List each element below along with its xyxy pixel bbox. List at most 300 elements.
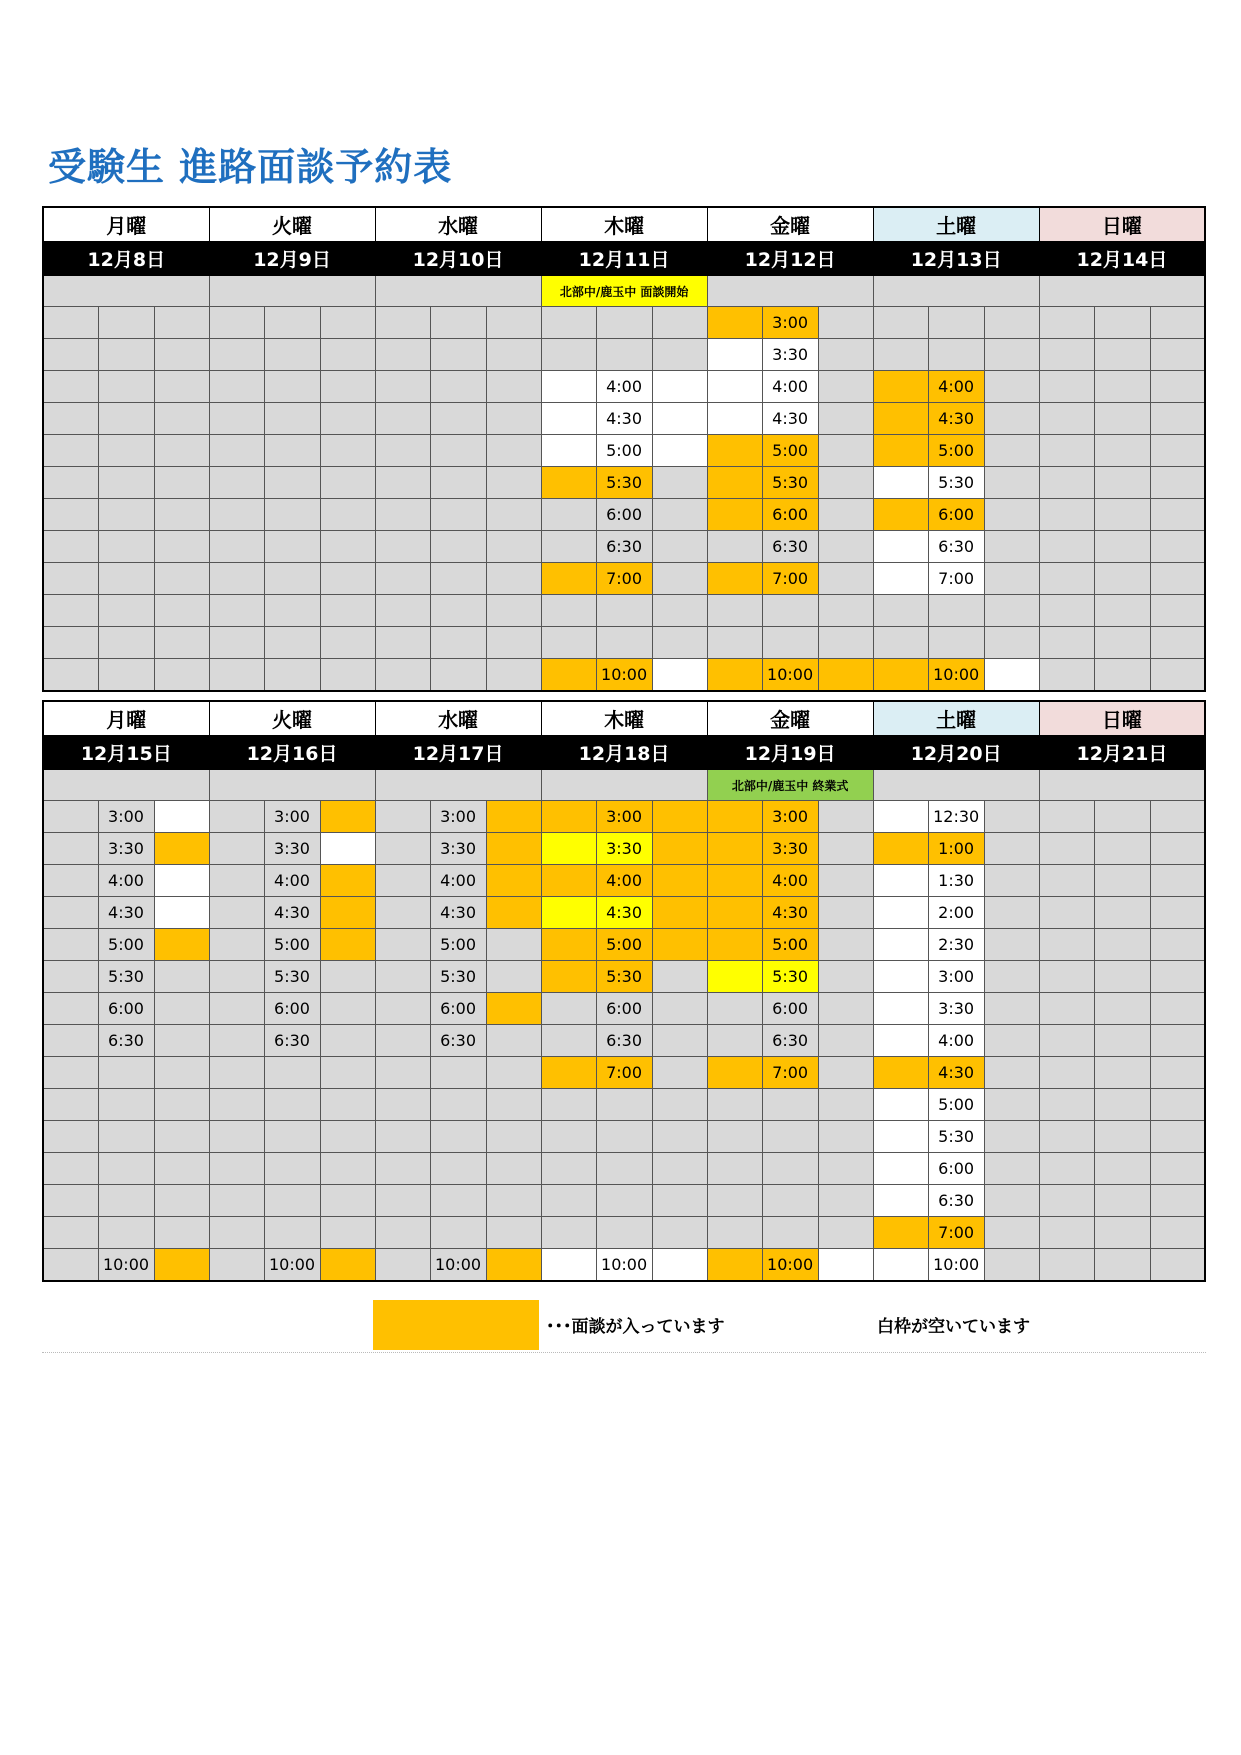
legend-empty-label: 白枠が空いています	[877, 1317, 1030, 1337]
time-slot	[596, 339, 652, 371]
time-slot[interactable]: 6:30	[98, 1025, 154, 1057]
slot-right	[320, 833, 375, 865]
slot-left	[873, 499, 928, 531]
time-slot[interactable]: 4:00	[762, 371, 818, 403]
slot-right	[818, 1217, 873, 1249]
slot-left	[375, 1025, 430, 1057]
slot-right	[320, 563, 375, 595]
date-header: 12月9日	[209, 242, 375, 276]
time-slot[interactable]: 3:30	[430, 833, 486, 865]
slot-left	[43, 961, 98, 993]
slot-right	[652, 833, 707, 865]
day-of-week-header: 金曜	[707, 701, 873, 736]
time-slot[interactable]: 6:30	[928, 1185, 984, 1217]
slot-left	[873, 1121, 928, 1153]
slot-right	[1150, 563, 1205, 595]
slot-right	[320, 499, 375, 531]
slot-left	[209, 403, 264, 435]
slot-right	[984, 1025, 1039, 1057]
time-slot[interactable]: 10:00	[430, 1249, 486, 1282]
time-slot[interactable]: 10:00	[98, 1249, 154, 1282]
slot-left	[1039, 1121, 1094, 1153]
time-slot[interactable]: 6:30	[596, 531, 652, 563]
time-slot	[98, 531, 154, 563]
time-slot[interactable]: 2:30	[928, 929, 984, 961]
day-note	[707, 276, 873, 307]
slot-left	[541, 833, 596, 865]
slot-right	[818, 1185, 873, 1217]
slot-left	[707, 339, 762, 371]
time-slot[interactable]: 4:30	[98, 897, 154, 929]
time-slot[interactable]: 5:00	[762, 435, 818, 467]
slot-right	[320, 801, 375, 833]
time-slot[interactable]: 7:00	[762, 1057, 818, 1089]
slot-right	[984, 801, 1039, 833]
slot-left	[541, 531, 596, 563]
slot-left	[1039, 339, 1094, 371]
slot-right	[984, 307, 1039, 339]
slot-right	[320, 531, 375, 563]
time-slot[interactable]: 4:00	[430, 865, 486, 897]
time-slot	[264, 1185, 320, 1217]
slot-right	[652, 1089, 707, 1121]
time-slot[interactable]: 10:00	[928, 1249, 984, 1282]
slot-right	[1150, 993, 1205, 1025]
time-slot[interactable]: 5:30	[928, 467, 984, 499]
time-slot[interactable]: 6:00	[264, 993, 320, 1025]
slot-right	[486, 627, 541, 659]
slot-left	[541, 627, 596, 659]
slot-right	[154, 833, 209, 865]
slot-right	[652, 1025, 707, 1057]
time-slot	[430, 499, 486, 531]
slot-left	[375, 1153, 430, 1185]
day-of-week-header: 金曜	[707, 207, 873, 242]
slot-left	[43, 531, 98, 563]
slot-left	[1039, 1153, 1094, 1185]
time-slot[interactable]: 12:30	[928, 801, 984, 833]
time-slot	[928, 595, 984, 627]
time-slot	[430, 1057, 486, 1089]
slot-right	[818, 563, 873, 595]
slot-right	[486, 435, 541, 467]
time-slot[interactable]: 4:00	[928, 371, 984, 403]
slot-right	[1150, 961, 1205, 993]
slot-right	[1150, 1121, 1205, 1153]
time-slot[interactable]: 3:30	[928, 993, 984, 1025]
slot-left	[541, 1185, 596, 1217]
slot-left	[43, 627, 98, 659]
slot-left	[707, 1249, 762, 1282]
slot-left	[43, 659, 98, 692]
time-slot[interactable]: 3:30	[762, 833, 818, 865]
time-slot[interactable]: 6:30	[430, 1025, 486, 1057]
date-header: 12月19日	[707, 736, 873, 770]
time-slot[interactable]: 6:00	[430, 993, 486, 1025]
time-slot[interactable]: 3:00	[762, 307, 818, 339]
slot-left	[375, 531, 430, 563]
slot-left	[43, 929, 98, 961]
slot-left	[209, 659, 264, 692]
slot-right	[486, 1153, 541, 1185]
time-slot[interactable]: 10:00	[928, 659, 984, 692]
slot-right	[486, 595, 541, 627]
time-slot[interactable]: 6:30	[762, 1025, 818, 1057]
slot-left	[873, 531, 928, 563]
time-slot	[596, 1153, 652, 1185]
slot-left	[375, 833, 430, 865]
slot-left	[209, 339, 264, 371]
time-slot[interactable]: 5:00	[928, 435, 984, 467]
time-slot[interactable]: 1:30	[928, 865, 984, 897]
time-slot[interactable]: 4:00	[928, 1025, 984, 1057]
time-slot	[1094, 833, 1150, 865]
time-slot[interactable]: 5:00	[264, 929, 320, 961]
slot-right	[486, 563, 541, 595]
time-slot	[1094, 801, 1150, 833]
slot-left	[541, 307, 596, 339]
slot-right	[1150, 1185, 1205, 1217]
time-slot[interactable]: 5:30	[264, 961, 320, 993]
slot-left	[1039, 435, 1094, 467]
slot-left	[209, 1025, 264, 1057]
slot-right	[486, 1089, 541, 1121]
time-slot[interactable]: 6:30	[928, 531, 984, 563]
slot-left	[43, 1217, 98, 1249]
time-slot[interactable]: 5:30	[98, 961, 154, 993]
time-slot	[264, 1057, 320, 1089]
slot-right	[984, 961, 1039, 993]
slot-left	[873, 435, 928, 467]
slot-right	[818, 993, 873, 1025]
slot-left	[43, 1121, 98, 1153]
slot-left	[707, 833, 762, 865]
slot-left	[1039, 307, 1094, 339]
slot-right	[818, 833, 873, 865]
slot-left	[873, 1185, 928, 1217]
time-slot[interactable]: 5:00	[98, 929, 154, 961]
time-slot	[1094, 403, 1150, 435]
time-slot[interactable]: 5:30	[596, 961, 652, 993]
time-slot	[98, 307, 154, 339]
slot-left	[209, 833, 264, 865]
slot-left	[541, 801, 596, 833]
time-slot	[98, 1153, 154, 1185]
time-slot[interactable]: 4:30	[596, 897, 652, 929]
time-slot[interactable]: 3:30	[98, 833, 154, 865]
date-header: 12月21日	[1039, 736, 1205, 770]
time-slot[interactable]: 6:00	[762, 499, 818, 531]
time-slot[interactable]: 1:00	[928, 833, 984, 865]
slot-right	[1150, 531, 1205, 563]
time-slot[interactable]: 4:30	[596, 403, 652, 435]
day-note	[873, 276, 1039, 307]
slot-left	[375, 627, 430, 659]
time-slot	[928, 307, 984, 339]
time-slot[interactable]: 5:00	[596, 435, 652, 467]
time-slot[interactable]: 6:00	[596, 993, 652, 1025]
slot-right	[486, 531, 541, 563]
slot-right	[1150, 833, 1205, 865]
slot-right	[320, 993, 375, 1025]
time-slot	[430, 467, 486, 499]
slot-left	[375, 339, 430, 371]
slot-right	[984, 595, 1039, 627]
slot-left	[541, 961, 596, 993]
slot-right	[486, 1057, 541, 1089]
time-slot[interactable]: 4:00	[264, 865, 320, 897]
time-slot[interactable]: 5:30	[762, 467, 818, 499]
day-note	[43, 276, 209, 307]
slot-left	[873, 627, 928, 659]
slot-right	[652, 531, 707, 563]
slot-left	[873, 897, 928, 929]
slot-right	[154, 801, 209, 833]
slot-right	[818, 659, 873, 692]
time-slot[interactable]: 10:00	[264, 1249, 320, 1282]
time-slot[interactable]: 5:00	[762, 929, 818, 961]
time-slot	[264, 403, 320, 435]
slot-right	[818, 1057, 873, 1089]
time-slot[interactable]: 5:30	[762, 961, 818, 993]
time-slot[interactable]: 3:00	[596, 801, 652, 833]
time-slot	[264, 339, 320, 371]
slot-right	[154, 403, 209, 435]
time-slot[interactable]: 6:00	[928, 499, 984, 531]
time-slot[interactable]: 3:00	[264, 801, 320, 833]
slot-left	[707, 801, 762, 833]
time-slot[interactable]: 4:30	[928, 403, 984, 435]
time-slot	[430, 339, 486, 371]
slot-right	[652, 307, 707, 339]
time-slot	[264, 307, 320, 339]
slot-left	[375, 307, 430, 339]
time-slot[interactable]: 6:00	[596, 499, 652, 531]
slot-right	[486, 1217, 541, 1249]
slot-right	[984, 531, 1039, 563]
slot-left	[43, 1153, 98, 1185]
time-slot[interactable]: 4:00	[596, 865, 652, 897]
time-slot[interactable]: 6:30	[762, 531, 818, 563]
time-slot	[430, 403, 486, 435]
time-slot	[1094, 563, 1150, 595]
time-slot[interactable]: 6:00	[98, 993, 154, 1025]
slot-right	[320, 1025, 375, 1057]
time-slot[interactable]: 3:00	[928, 961, 984, 993]
time-slot[interactable]: 6:00	[928, 1153, 984, 1185]
slot-right	[818, 307, 873, 339]
time-slot	[430, 531, 486, 563]
time-slot[interactable]: 4:00	[98, 865, 154, 897]
time-slot	[264, 563, 320, 595]
time-slot[interactable]: 7:00	[762, 563, 818, 595]
time-slot[interactable]: 3:00	[762, 801, 818, 833]
slot-right	[154, 339, 209, 371]
time-slot	[1094, 659, 1150, 692]
time-slot	[430, 435, 486, 467]
time-slot	[98, 659, 154, 692]
slot-right	[652, 627, 707, 659]
day-of-week-header: 火曜	[209, 701, 375, 736]
slot-right	[320, 1249, 375, 1282]
slot-left	[1039, 467, 1094, 499]
time-slot[interactable]: 5:30	[596, 467, 652, 499]
time-slot[interactable]: 4:00	[762, 865, 818, 897]
legend-filled-label: ･･･面談が入っています	[546, 1317, 725, 1337]
slot-right	[154, 467, 209, 499]
time-slot	[1094, 929, 1150, 961]
slot-right	[818, 1249, 873, 1282]
slot-right	[154, 993, 209, 1025]
time-slot[interactable]: 10:00	[596, 659, 652, 692]
slot-right	[154, 563, 209, 595]
time-slot[interactable]: 7:00	[596, 1057, 652, 1089]
time-slot[interactable]: 3:00	[98, 801, 154, 833]
slot-left	[1039, 801, 1094, 833]
time-slot[interactable]: 5:00	[430, 929, 486, 961]
time-slot	[264, 1121, 320, 1153]
time-slot[interactable]: 5:30	[928, 1121, 984, 1153]
time-slot[interactable]: 10:00	[596, 1249, 652, 1282]
date-header: 12月14日	[1039, 242, 1205, 276]
time-slot	[264, 595, 320, 627]
time-slot[interactable]: 4:00	[596, 371, 652, 403]
slot-left	[1039, 1185, 1094, 1217]
time-slot[interactable]: 3:00	[430, 801, 486, 833]
slot-right	[154, 595, 209, 627]
time-slot	[1094, 435, 1150, 467]
slot-right	[320, 435, 375, 467]
time-slot[interactable]: 7:00	[928, 563, 984, 595]
time-slot[interactable]: 4:30	[928, 1057, 984, 1089]
time-slot	[98, 339, 154, 371]
slot-left	[1039, 371, 1094, 403]
slot-right	[486, 403, 541, 435]
slot-right	[818, 929, 873, 961]
slot-right	[984, 403, 1039, 435]
time-slot[interactable]: 10:00	[762, 1249, 818, 1282]
time-slot[interactable]: 4:30	[762, 403, 818, 435]
time-slot[interactable]: 4:30	[430, 897, 486, 929]
time-slot[interactable]: 3:30	[762, 339, 818, 371]
slot-left	[707, 897, 762, 929]
slot-right	[652, 659, 707, 692]
slot-left	[707, 659, 762, 692]
slot-right	[984, 563, 1039, 595]
slot-right	[652, 1057, 707, 1089]
slot-right	[1150, 801, 1205, 833]
slot-left	[873, 929, 928, 961]
slot-left	[541, 1217, 596, 1249]
slot-left	[1039, 595, 1094, 627]
time-slot[interactable]: 7:00	[928, 1217, 984, 1249]
time-slot[interactable]: 6:30	[264, 1025, 320, 1057]
slot-right	[486, 897, 541, 929]
slot-right	[486, 1121, 541, 1153]
time-slot[interactable]: 3:30	[264, 833, 320, 865]
slot-left	[707, 627, 762, 659]
time-slot[interactable]: 6:30	[596, 1025, 652, 1057]
slot-left	[873, 993, 928, 1025]
slot-left	[209, 595, 264, 627]
slot-right	[1150, 595, 1205, 627]
slot-left	[541, 563, 596, 595]
slot-left	[375, 929, 430, 961]
time-slot[interactable]: 5:30	[430, 961, 486, 993]
slot-right	[154, 1057, 209, 1089]
time-slot[interactable]: 4:30	[762, 897, 818, 929]
slot-right	[320, 1057, 375, 1089]
slot-right	[1150, 467, 1205, 499]
time-slot	[264, 467, 320, 499]
slot-right	[154, 961, 209, 993]
slot-left	[873, 1217, 928, 1249]
slot-left	[209, 1185, 264, 1217]
slot-left	[375, 865, 430, 897]
slot-left	[707, 993, 762, 1025]
slot-right	[984, 993, 1039, 1025]
day-note	[873, 770, 1039, 801]
slot-right	[652, 1153, 707, 1185]
time-slot	[264, 435, 320, 467]
slot-right	[154, 371, 209, 403]
slot-left	[375, 595, 430, 627]
slot-left	[541, 929, 596, 961]
day-note	[1039, 770, 1205, 801]
slot-left	[1039, 403, 1094, 435]
time-slot[interactable]: 7:00	[596, 563, 652, 595]
slot-right	[652, 1121, 707, 1153]
slot-left	[375, 1249, 430, 1282]
date-header: 12月20日	[873, 736, 1039, 770]
slot-left	[375, 499, 430, 531]
slot-right	[652, 1185, 707, 1217]
day-note	[1039, 276, 1205, 307]
slot-right	[154, 1121, 209, 1153]
slot-right	[818, 467, 873, 499]
time-slot[interactable]: 10:00	[762, 659, 818, 692]
time-slot[interactable]: 2:00	[928, 897, 984, 929]
day-of-week-header: 水曜	[375, 207, 541, 242]
time-slot[interactable]: 3:30	[596, 833, 652, 865]
slot-right	[818, 1121, 873, 1153]
slot-left	[209, 307, 264, 339]
slot-left	[873, 865, 928, 897]
time-slot[interactable]: 4:30	[264, 897, 320, 929]
time-slot[interactable]: 5:00	[596, 929, 652, 961]
slot-right	[984, 467, 1039, 499]
slot-left	[43, 1025, 98, 1057]
slot-left	[541, 403, 596, 435]
time-slot	[98, 371, 154, 403]
time-slot	[762, 1089, 818, 1121]
time-slot[interactable]: 6:00	[762, 993, 818, 1025]
slot-left	[707, 563, 762, 595]
slot-right	[154, 1217, 209, 1249]
slot-left	[707, 1121, 762, 1153]
slot-left	[43, 371, 98, 403]
slot-left	[707, 307, 762, 339]
time-slot[interactable]: 5:00	[928, 1089, 984, 1121]
time-slot	[430, 1121, 486, 1153]
slot-left	[43, 307, 98, 339]
slot-right	[154, 1089, 209, 1121]
slot-left	[1039, 833, 1094, 865]
time-slot	[1094, 339, 1150, 371]
slot-left	[1039, 1217, 1094, 1249]
slot-left	[707, 1185, 762, 1217]
slot-left	[541, 339, 596, 371]
